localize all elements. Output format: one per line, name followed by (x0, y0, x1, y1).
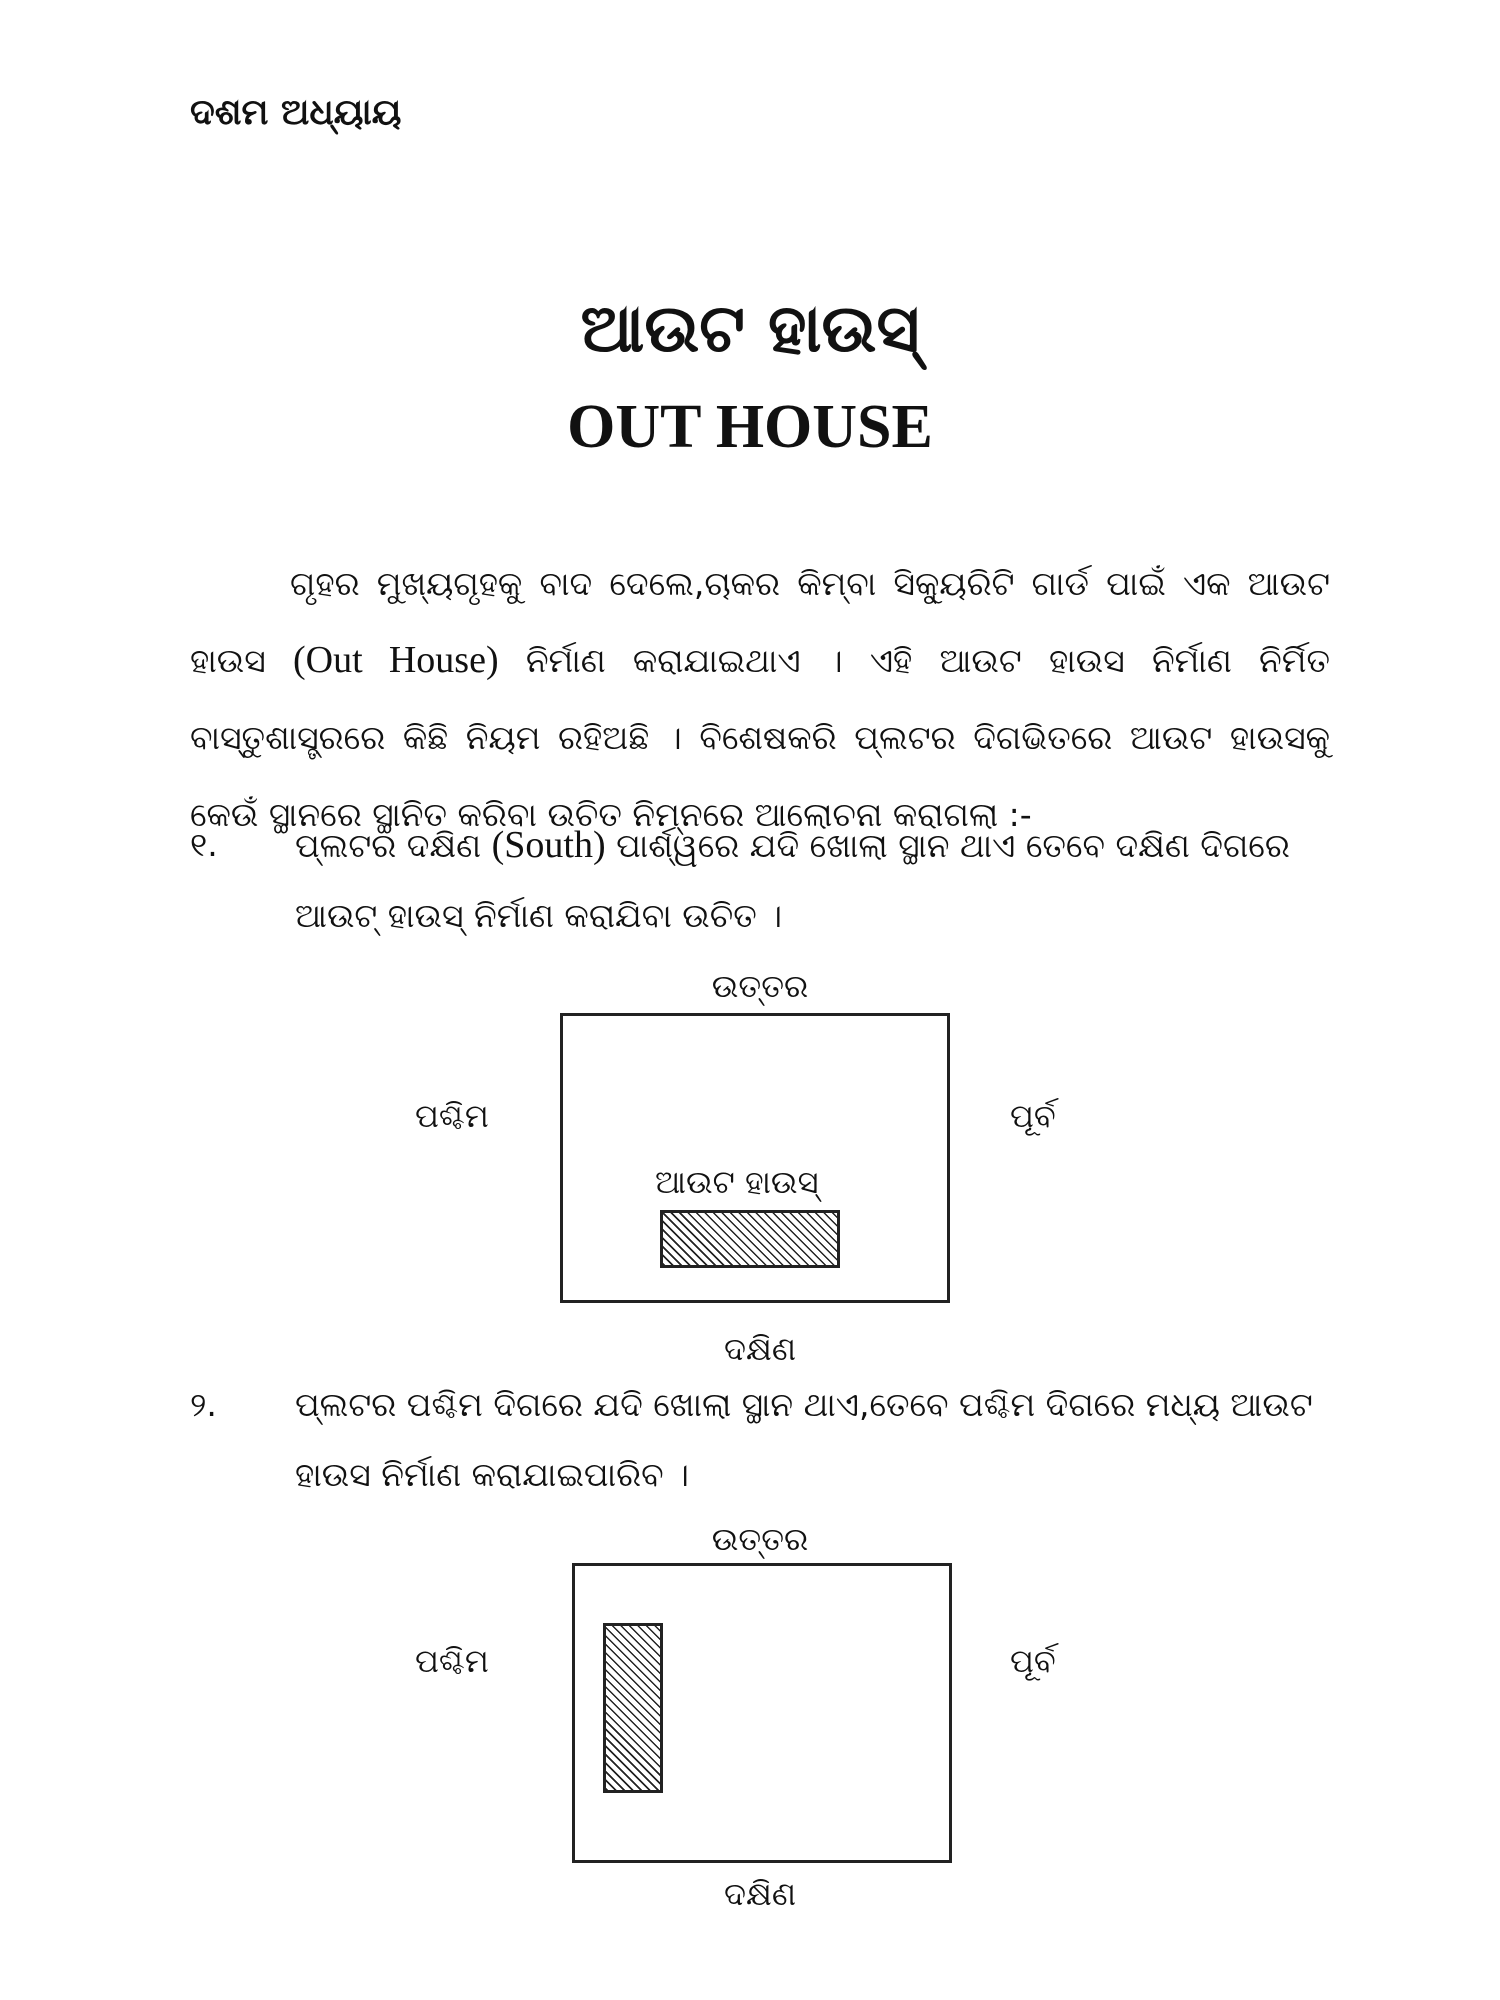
list-item-1 (190, 810, 1330, 951)
diagram2-west-label: ପଶ୍ଚିମ (415, 1642, 489, 1680)
diagram2-north-label: ଉତ୍ତର (711, 1520, 809, 1558)
chapter-heading: ଦଶମ ଅଧ୍ୟାୟ (190, 92, 402, 133)
diagram1-south-label: ଦକ୍ଷିଣ (723, 1330, 797, 1368)
item-english-term: (South) (491, 824, 606, 866)
diagram2-east-label: ପୂର୍ବ (1010, 1642, 1056, 1680)
diagram1-east-label: ପୂର୍ବ (1010, 1097, 1056, 1135)
intro-paragraph (190, 545, 1330, 853)
list-item-number: ୨. (190, 1385, 217, 1424)
item-text-part1: ପ୍ଲଟର ଦକ୍ଷିଣ (295, 826, 482, 865)
diagram1-north-label: ଉତ୍ତର (711, 967, 809, 1005)
diagram1-house-label: ଆଉଟ ହାଉସ୍ (655, 1163, 819, 1201)
diagram2-south-label: ଦକ୍ଷିଣ (723, 1875, 797, 1913)
diagram1-outhouse-south (660, 1210, 840, 1268)
list-item-text (295, 1370, 1330, 1510)
diagram1-west-label: ପଶ୍ଚିମ (415, 1097, 489, 1135)
item-text-part2: ପାର୍ଶ୍ୱରେ ଯଦି ଖୋଲା ସ୍ଥାନ ଥାଏ ତେବେ ଦକ୍ଷିଣ ଦିଗରେ ଆଉଟ୍ ହାଉସ୍ ନିର୍ମାଣ କରାଯିବା ଉଚିତ । (295, 826, 1290, 935)
intro-english-term: (Out House) (292, 639, 499, 681)
page-title-odia: ଆଉଟ ହାଉସ୍ (580, 290, 920, 367)
list-item-number: ୧. (190, 825, 218, 864)
intro-text-part1: ଗୃହର ମୁଖ୍ୟଗୃହକୁ ବାଦ ଦେଲେ,ଚାକର କିମ୍ବା ସିକ୍ୟୁରିଟି ଗାର୍ଡ ପାଇଁ ଏକ ଆଉଟ ହାଉସ (190, 564, 1330, 680)
diagram2-outhouse-west (603, 1623, 663, 1793)
list-item-text (295, 810, 1330, 951)
intro-text-part2: ନିର୍ମାଣ କରାଯାଇଥାଏ । ଏହି ଆଉଟ ହାଉସ ନିର୍ମାଣ ନିର୍ମିତ ବାସ୍ତୁଶାସ୍ତ୍ରରେ କିଛି ନିୟମ ରହିଅଛି । ବିଶେଷକରି ପ୍ଲଟର ଦିଗଭିତରେ ଆଉଟ ହାଉସକୁ କେଉଁ ସ୍ଥାନରେ ସ୍ଥାନିତ କରିବା ଉଚିତ ନିମ୍ନରେ ଆଲୋଚନା କରାଗଲା :- (190, 641, 1330, 834)
page-title-english: OUT HOUSE (567, 393, 933, 461)
list-item-2 (190, 1370, 1330, 1510)
item-text-part1: ପ୍ଲଟର ପଶ୍ଚିମ ଦିଗରେ ଯଦି ଖୋଲା ସ୍ଥାନ ଥାଏ,ତେବେ ପଶ୍ଚିମ ଦିଗରେ ମଧ୍ୟ ଆଉଟ ହାଉସ ନିର୍ମାଣ କରାଯାଇପାରିବ । (295, 1385, 1313, 1494)
